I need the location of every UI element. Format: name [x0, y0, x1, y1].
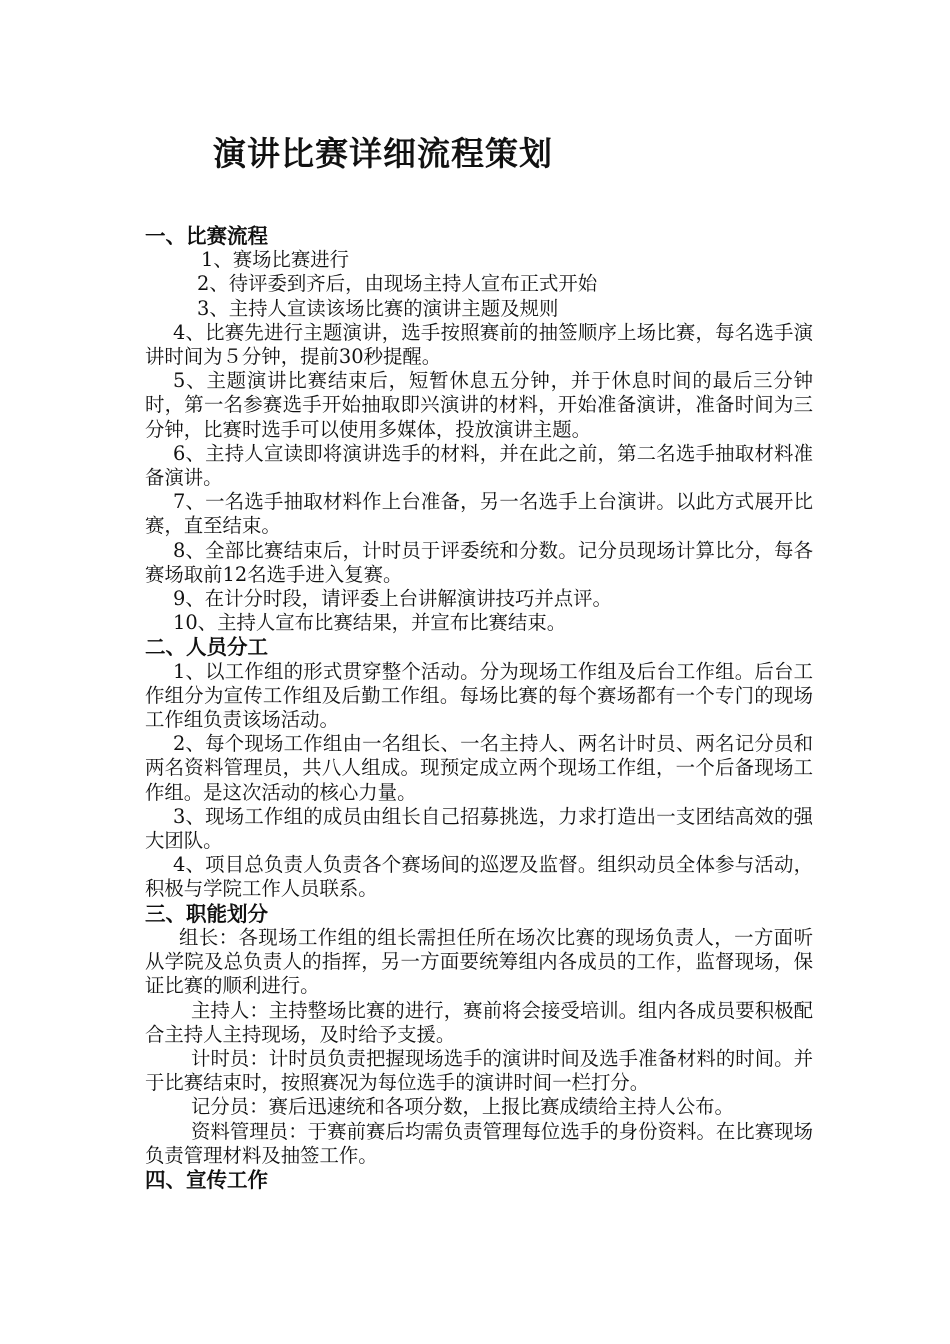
section-heading: 一、比赛流程	[145, 224, 268, 248]
list-item: 组长：各现场工作组的组长需担任所在场次比赛的现场负责人，一方面听从学院及总负责人的指挥，另一方面要统筹组内各成员的工作，监督现场，保证比赛的顺利进行。	[145, 925, 813, 998]
list-item: 7、一名选手抽取材料作上台准备，另一名选手上台演讲。以此方式展开比赛，直至结束。	[145, 490, 813, 538]
list-item: 4、项目总负责人负责各个赛场间的巡逻及监督。组织动员全体参与活动，积极与学院工作人员联系。	[145, 853, 813, 901]
list-item: 资料管理员：于赛前赛后均需负责管理每位选手的身份资料。在比赛现场负责管理材料及抽签工作。	[145, 1119, 813, 1167]
list-item: 3、主持人宣读该场比赛的演讲主题及规则	[197, 296, 559, 320]
section-heading: 四、宣传工作	[145, 1167, 268, 1192]
list-item: 5、主题演讲比赛结束后，短暂休息五分钟，并于休息时间的最后三分钟时，第一名参赛选手开始抽取即兴演讲的材料，开始准备演讲，准备时间为三分钟，比赛时选手可以使用多媒体，投放演讲主题。	[145, 369, 813, 441]
list-item: 记分员：赛后迅速统和各项分数，上报比赛成绩给主持人公布。	[191, 1095, 734, 1119]
list-item: 8、全部比赛结束后，计时员于评委统和分数。记分员现场计算比分，每各赛场取前12名选手进入复赛。	[145, 538, 813, 586]
section-heading: 二、人员分工	[145, 635, 268, 660]
list-item: 10、主持人宣布比赛结果，并宣布比赛结束。	[173, 611, 567, 635]
list-item: 主持人：主持整场比赛的进行，赛前将会接受培训。组内各成员要积极配合主持人主持现场，及时给予支援。	[145, 998, 813, 1046]
list-item: 6、主持人宣读即将演讲选手的材料，并在此之前，第二名选手抽取材料准备演讲。	[145, 441, 813, 490]
document-title: 演讲比赛详细流程策划	[213, 134, 553, 173]
list-item: 4、比赛先进行主题演讲，选手按照赛前的抽签顺序上场比赛，每名选手演讲时间为５分钟，提前30秒提醒。	[145, 320, 813, 369]
list-item: 计时员：计时员负责把握现场选手的演讲时间及选手准备材料的时间。并于比赛结束时，按照赛况为每位选手的演讲时间一栏打分。	[145, 1046, 813, 1095]
list-item: 9、在计分时段，请评委上台讲解演讲技巧并点评。	[173, 587, 612, 611]
list-item: 2、待评委到齐后，由现场主持人宣布正式开始	[197, 272, 598, 296]
list-item: 2、每个现场工作组由一名组长、一名主持人、两名计时员、两名记分员和两名资料管理员，共八人组成。现预定成立两个现场工作组，一个后备现场工作组。是这次活动的核心力量。	[145, 732, 813, 804]
list-item: 1、赛场比赛进行	[201, 248, 350, 272]
list-item: 1、以工作组的形式贯穿整个活动。分为现场工作组及后台工作组。后台工作组分为宣传工作组及后勤工作组。每场比赛的每个赛场都有一个专门的现场工作组负责该场活动。	[145, 659, 813, 732]
section-heading: 三、职能划分	[145, 901, 268, 926]
document-body	[145, 224, 813, 1192]
list-item: 3、现场工作组的成员由组长自己招募挑选，力求打造出一支团结高效的强大团队。	[145, 804, 813, 853]
